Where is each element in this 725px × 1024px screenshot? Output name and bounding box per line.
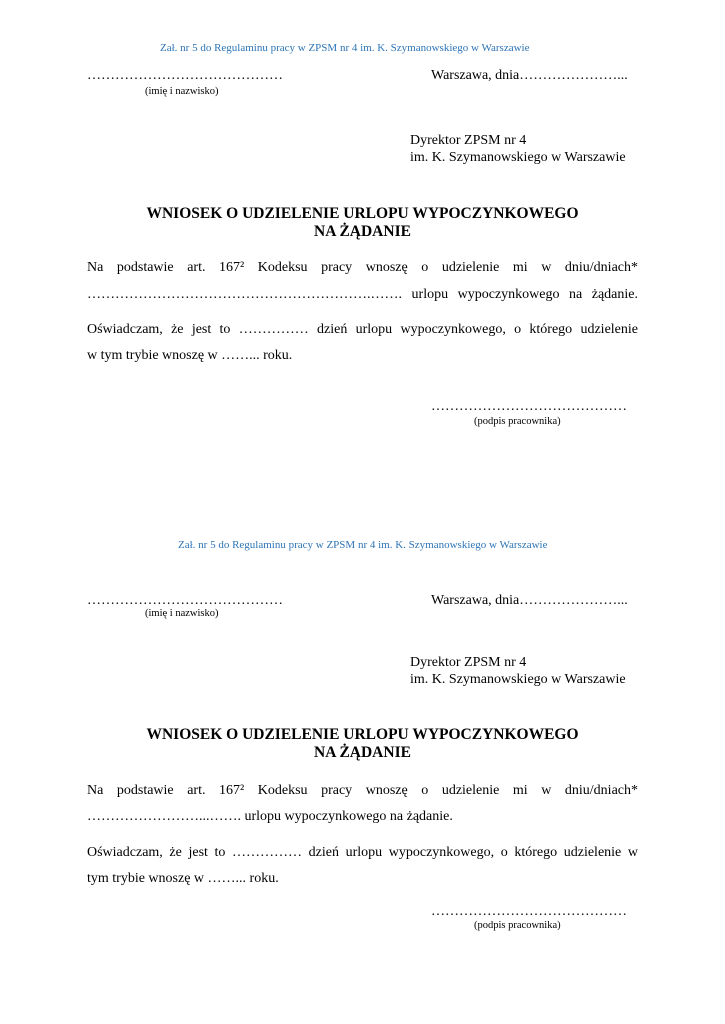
paragraph-2-line-2: w tym trybie wnoszę w ……... roku. <box>87 348 293 363</box>
place-date-field: Warszawa, dnia…………………... <box>431 593 628 608</box>
paragraph-1-line-1: Na podstawie art. 167² Kodeksu pracy wnoszę o udzielenie mi w dniu/dniach* <box>87 783 638 798</box>
signature-label: (podpis pracownika) <box>474 920 561 931</box>
signature-dots: …………………………………… <box>431 399 627 414</box>
header-note: Zał. nr 5 do Regulaminu pracy w ZPSM nr 4 im. K. Szymanowskiego w Warszawie <box>160 42 530 54</box>
form-title-line-1: WNIOSEK O UDZIELENIE URLOPU WYPOCZYNKOWEGO <box>146 726 579 743</box>
recipient-line-1: Dyrektor ZPSM nr 4 <box>410 133 527 148</box>
signature-dots: …………………………………… <box>431 904 627 919</box>
form-title-line-2: NA ŻĄDANIE <box>314 744 411 761</box>
place-date-field: Warszawa, dnia…………………... <box>431 68 628 83</box>
paragraph-1-line-2: ……………………...……. urlopu wypoczynkowego na żądanie. <box>87 809 453 824</box>
paragraph-2-line-1: Oświadczam, że jest to …………… dzień urlopu wypoczynkowego, o którego udzielenie <box>87 322 638 337</box>
name-field-dots: …………………………………… <box>87 68 283 83</box>
header-note: Zał. nr 5 do Regulaminu pracy w ZPSM nr 4 im. K. Szymanowskiego w Warszawie <box>178 539 548 551</box>
recipient-line-1: Dyrektor ZPSM nr 4 <box>410 655 527 670</box>
form-title-line-2: NA ŻĄDANIE <box>314 223 411 240</box>
paragraph-2-line-2: tym trybie wnoszę w ……... roku. <box>87 871 279 886</box>
paragraph-1-line-2: …………………………………………………….……. urlopu wypoczynkowego na żądanie. <box>87 287 638 302</box>
paragraph-1-line-1: Na podstawie art. 167² Kodeksu pracy wnoszę o udzielenie mi w dniu/dniach* <box>87 260 638 275</box>
name-field-label: (imię i nazwisko) <box>145 608 219 619</box>
signature-label: (podpis pracownika) <box>474 416 561 427</box>
paragraph-2-line-1: Oświadczam, że jest to …………… dzień urlopu wypoczynkowego, o którego udzielenie w <box>87 845 638 860</box>
name-field-dots: …………………………………… <box>87 593 283 608</box>
form-title-line-1: WNIOSEK O UDZIELENIE URLOPU WYPOCZYNKOWEGO <box>146 205 579 222</box>
name-field-label: (imię i nazwisko) <box>145 86 219 97</box>
recipient-line-2: im. K. Szymanowskiego w Warszawie <box>410 150 626 165</box>
recipient-line-2: im. K. Szymanowskiego w Warszawie <box>410 672 626 687</box>
